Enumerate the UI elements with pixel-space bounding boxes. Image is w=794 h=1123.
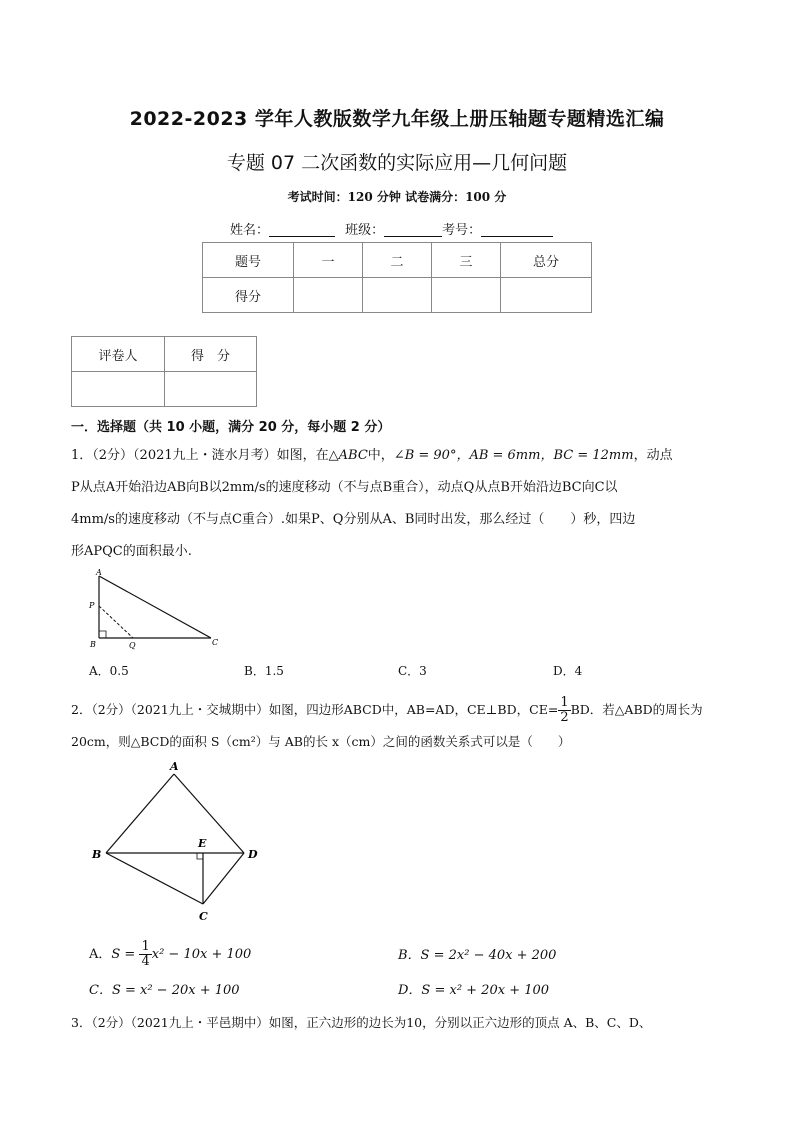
student-info-line xyxy=(230,219,553,238)
name-blank[interactable] xyxy=(269,223,335,237)
label-a: A xyxy=(170,760,179,773)
score-cell[interactable] xyxy=(363,278,432,313)
edge-cd xyxy=(203,853,244,904)
section-heading: 一．选择题（共 10 小题，满分 20 分，每小题 2 分） xyxy=(71,420,391,435)
q1-line-3: 4mm/s的速度移动（不与点C重合）.如果P、Q分别从A、B同时出发，那么经过（ ）秒，四边 xyxy=(71,512,636,527)
q2-fraction: $\frac{1}{2}$ xyxy=(560,695,569,725)
label-d: D xyxy=(248,848,258,861)
q1-option-a[interactable]: A．0.5 xyxy=(89,664,129,678)
label-c: C xyxy=(212,638,219,647)
score-row-label: 得分 xyxy=(203,278,294,313)
score-cell[interactable] xyxy=(294,278,363,313)
label-b: B xyxy=(92,848,102,861)
grader-cell[interactable] xyxy=(165,372,257,407)
score-header-cell: 总分 xyxy=(501,243,592,278)
grader-header-row xyxy=(72,337,257,372)
q1-line-1 xyxy=(71,447,673,465)
q1-triangle: △ABC xyxy=(328,448,368,463)
score-header-cell: 题号 xyxy=(203,243,294,278)
grader-cell[interactable] xyxy=(72,372,165,407)
q2-text: BD．若△ABD的周长为 xyxy=(570,702,703,717)
q2-option-a[interactable]: A．S = $\frac{1}{4}$ x² − 10x + 100 xyxy=(89,939,252,969)
q3-number: 3． xyxy=(71,1015,92,1030)
grader-header-cell: 评卷人 xyxy=(72,337,165,372)
label-a: A xyxy=(96,568,102,577)
score-header-row xyxy=(203,243,592,278)
right-angle-mark xyxy=(99,631,106,638)
q1-condition: ∠B = 90°，AB = 6mm，BC = 12mm xyxy=(393,448,634,463)
grader-table xyxy=(71,336,257,407)
q1-figure xyxy=(85,566,225,654)
exam-info: 考试时间：120 分钟 试卷满分：100 分 xyxy=(287,190,507,204)
exam-no-label: 考号： xyxy=(442,223,482,238)
document-subtitle: 专题 07 二次函数的实际应用—几何问题 xyxy=(226,152,568,174)
q2-line-2: 20cm，则△BCD的面积 S（cm²）与 AB的长 x（cm）之间的函数关系式可以是（ ） xyxy=(71,734,571,749)
score-cell[interactable] xyxy=(432,278,501,313)
q3-text: （2分）（2021九上・平邑期中）如图，正六边形的边长为10，分别以正六边形的顶点 A、B、C、D、 xyxy=(91,1015,652,1030)
name-label: 姓名： xyxy=(230,223,270,238)
label-e: E xyxy=(198,837,207,850)
score-header-cell: 二 xyxy=(363,243,432,278)
q1-line-4: 形APQC的面积最小. xyxy=(71,544,192,559)
q1-option-d[interactable]: D．4 xyxy=(553,664,583,678)
document-title: 2022-2023 学年人教版数学九年级上册压轴题专题精选汇编 xyxy=(129,108,665,130)
grader-row xyxy=(72,372,257,407)
label-b: B xyxy=(90,640,96,649)
class-label: 班级： xyxy=(345,223,385,238)
grader-header-cell: 得 分 xyxy=(165,337,257,372)
score-table xyxy=(202,242,592,313)
q1-option-c[interactable]: C．3 xyxy=(398,664,427,678)
label-q: Q xyxy=(129,641,136,650)
score-cell[interactable] xyxy=(501,278,592,313)
q1-text: （2分）（2021九上・涟水月考）如图，在 xyxy=(92,448,329,463)
label-p: P xyxy=(89,601,95,610)
q1-text: ，动点 xyxy=(633,448,673,463)
segment-pq xyxy=(99,606,133,638)
score-row xyxy=(203,278,592,313)
q3-line-1 xyxy=(71,1014,651,1032)
edge-ab xyxy=(106,774,174,853)
q2-number: 2． xyxy=(71,702,92,717)
edge-ac xyxy=(99,576,211,638)
edge-bc xyxy=(106,853,203,904)
class-blank[interactable] xyxy=(384,223,442,237)
q2-text: （2分）（2021九上・交城期中）如图，四边形ABCD中，AB=AD，CE⊥BD，CE= xyxy=(91,702,559,717)
score-header-cell: 一 xyxy=(294,243,363,278)
q2-line-1 xyxy=(71,696,703,725)
q1-line-2: P从点A开始沿边AB向B以2mm/s的速度移动（不与点B重合），动点Q从点B开始沿边BC向C以 xyxy=(71,480,618,495)
q1-text: 中， xyxy=(367,448,394,463)
exam-no-blank[interactable] xyxy=(481,223,553,237)
edge-ad xyxy=(174,774,244,853)
q2-option-b[interactable]: B．S = 2x² − 40x + 200 xyxy=(398,948,557,963)
label-c: C xyxy=(199,910,208,923)
q2-option-a-fraction: $\frac{1}{4}$ xyxy=(141,939,150,969)
score-header-cell: 三 xyxy=(432,243,501,278)
q2-option-c[interactable]: C．S = x² − 20x + 100 xyxy=(89,983,240,998)
q1-number: 1． xyxy=(71,448,93,463)
q2-figure xyxy=(88,758,264,926)
right-angle-mark xyxy=(197,853,203,859)
q1-option-b[interactable]: B．1.5 xyxy=(244,664,284,678)
q2-option-d[interactable]: D．S = x² + 20x + 100 xyxy=(398,983,550,998)
